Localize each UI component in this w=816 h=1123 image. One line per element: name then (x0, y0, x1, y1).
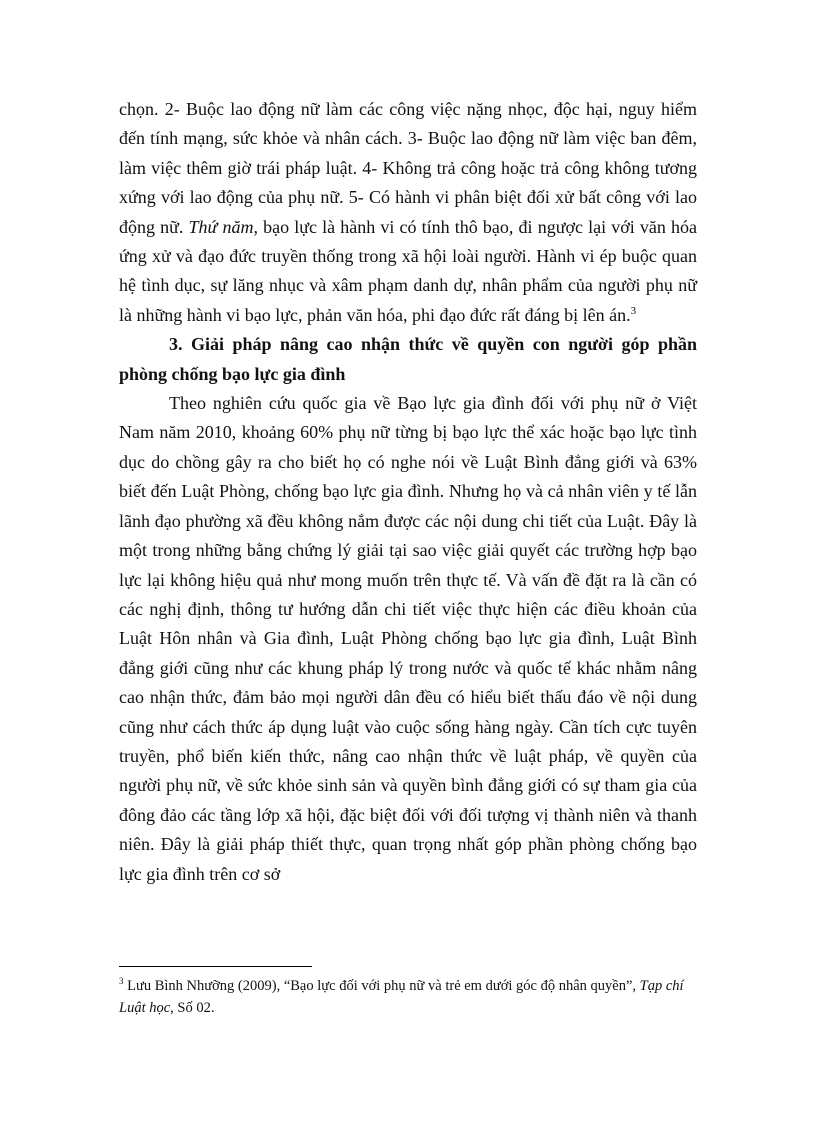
footnote-text-a: Lưu Bình Nhưỡng (2009), “Bạo lực đối với phụ nữ và trẻ em dưới góc độ nhân quyền”, (123, 978, 640, 994)
page-body (119, 95, 697, 889)
footnote-text-b: , Số 02. (170, 1000, 215, 1016)
footnote-journal: Tạp chí Luật học (119, 978, 684, 1016)
paragraph-1-text-a: chọn. 2- Buộc lao động nữ làm các công việc nặng nhọc, độc hại, nguy hiểm đến tính mạng, sức khỏe và nhân cách. 3- Buộc lao động nữ làm việc ban đêm, làm việc thêm giờ trái pháp luật. 4- Không trả công hoặc trả công không tương xứng với lao động của phụ nữ. 5- Có hành vi phân biệt đối xử bất công với lao động nữ. (119, 99, 697, 237)
footnote-separator (119, 966, 312, 967)
paragraph-2: Theo nghiên cứu quốc gia về Bạo lực gia đình đối với phụ nữ ở Việt Nam năm 2010, khoảng 60% phụ nữ từng bị bạo lực thể xác hoặc bạo lực tình dục do chồng gây ra cho biết họ có nghe nói về Luật Bình đẳng giới và 63% biết đến Luật Phòng, chống bạo lực gia đình. Nhưng họ và cả nhân viên y tế lẫn lãnh đạo phường xã đều không nắm được các nội dung chi tiết của Luật. Đây là một trong những bằng chứng lý giải tại sao việc giải quyết các trường hợp bạo lực lại không hiệu quả như mong muốn trên thực tế. Và vấn đề đặt ra là cần có các nghị định, thông tư hướng dẫn chi tiết việc thực hiện các điều khoản của Luật Hôn nhân và Gia đình, Luật Phòng chống bạo lực gia đình, Luật Bình đẳng giới cũng như các khung pháp lý trong nước và quốc tế khác nhằm nâng cao nhận thức, đảm bảo mọi người dân đều có hiểu biết thấu đáo về nội dung cũng như cách thức áp dụng luật vào cuộc sống hàng ngày. Cần tích cực tuyên truyền, phổ biến kiến thức, nâng cao nhận thức về luật pháp, về quyền của người phụ nữ, về sức khỏe sinh sản và quyền bình đẳng giới có sự tham gia của đông đảo các tầng lớp xã hội, đặc biệt đối với đối tượng vị thành niên và thanh niên. Đây là giải pháp thiết thực, quan trọng nhất góp phần phòng chống bạo lực gia đình trên cơ sở (119, 393, 697, 884)
paragraph-1 (119, 95, 697, 330)
footnote-number: 3 (119, 976, 124, 987)
footnote-reference[interactable]: 3 (630, 304, 637, 317)
section-heading: 3. Giải pháp nâng cao nhận thức về quyền con người góp phần phòng chống bạo lực gia đình (119, 334, 697, 384)
paragraph-1-text-b: , bạo lực là hành vi có tính thô bạo, đi ngược lại với văn hóa ứng xử và đạo đức truyền thống trong xã hội loài người. Hành vi ép buộc quan hệ tình dục, sự lăng nhục và xâm phạm danh dự, nhân phẩm của người phụ nữ là những hành vi bạo lực, phản văn hóa, phi đạo đức rất đáng bị lên án. (119, 216, 697, 325)
footnote (119, 975, 697, 1019)
paragraph-1-italic: Thứ năm (188, 216, 254, 237)
